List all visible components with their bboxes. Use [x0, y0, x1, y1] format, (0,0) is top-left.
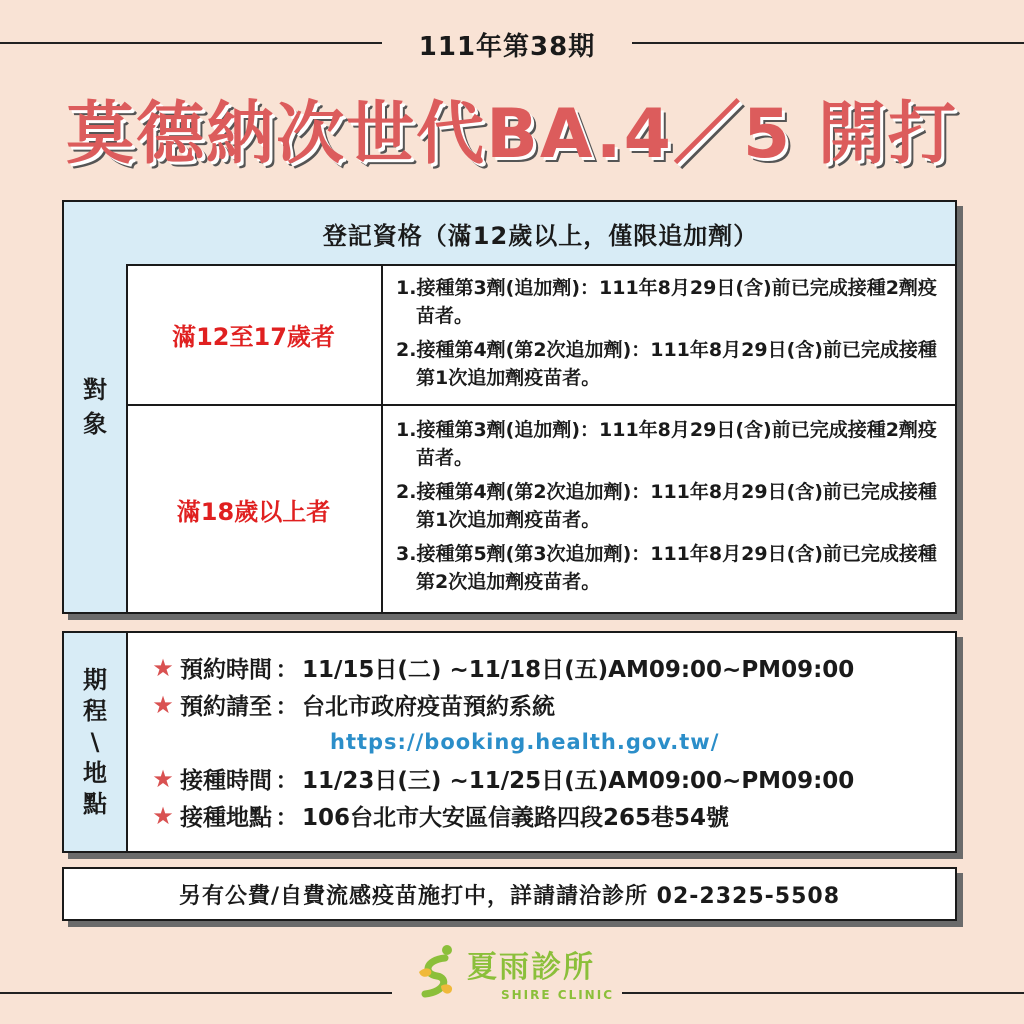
- list-item: 3.接種第5劑(第3次追加劑)：111年8月29日(含)前已完成接種第2次追加劑疫苗者。: [396, 543, 937, 593]
- schedule-label: 預約時間: [180, 657, 272, 683]
- schedule-value: 11/23日(三) ~11/25日(五)AM09:00~PM09:00: [302, 768, 855, 794]
- star-icon: ★: [152, 690, 174, 719]
- schedule-separator: ：: [275, 805, 299, 831]
- schedule-separator: ：: [275, 768, 299, 794]
- logo-name-cn: 夏雨診所: [467, 950, 595, 985]
- star-icon: ★: [152, 801, 174, 830]
- list-item: 2.接種第4劑(第2次追加劑)：111年8月29日(含)前已完成接種第1次追加劑疫苗者。: [396, 481, 937, 531]
- schedule-value: 11/15日(二) ~11/18日(五)AM09:00~PM09:00: [302, 657, 855, 683]
- side-label-char: 對: [83, 376, 107, 404]
- group-items: [396, 274, 941, 398]
- footer-divider-left: [0, 992, 392, 994]
- star-icon: ★: [152, 764, 174, 793]
- eligibility-panel: [62, 200, 957, 614]
- group-items: [396, 416, 941, 602]
- list-item: 1.接種第3劑(追加劑)：111年8月29日(含)前已完成接種2劑疫苗者。: [396, 277, 937, 327]
- leaf-figure-icon: [415, 942, 459, 1002]
- divider-right: [632, 42, 1024, 44]
- group-label: 滿18歲以上者: [126, 406, 383, 612]
- side-label-char: 象: [83, 410, 107, 438]
- schedule-separator: ：: [275, 657, 299, 683]
- divider-left: [0, 42, 382, 44]
- schedule-label: 預約請至: [180, 694, 272, 720]
- note-panel: [62, 867, 957, 921]
- schedule-row: [146, 797, 945, 834]
- schedule-side-label: [64, 633, 128, 851]
- side-label-char: 地: [83, 758, 107, 787]
- group-row-18-plus: [126, 406, 955, 612]
- side-label-char: 期: [83, 665, 107, 694]
- booking-url-row: [146, 723, 945, 760]
- schedule-label: 接種地點: [180, 805, 272, 831]
- schedule-list: [146, 649, 945, 834]
- footer-divider-right: [622, 992, 1024, 994]
- side-label-char: \: [90, 727, 100, 756]
- schedule-panel: [62, 631, 957, 853]
- side-label-char: 程: [83, 696, 107, 725]
- star-icon: ★: [152, 653, 174, 682]
- schedule-row: [146, 686, 945, 723]
- schedule-row: [146, 649, 945, 686]
- schedule-value: 台北市政府疫苗預約系統: [302, 694, 555, 720]
- eligibility-header: 登記資格（滿12歲以上，僅限追加劑）: [126, 202, 955, 266]
- list-item: 2.接種第4劑(第2次追加劑)：111年8月29日(含)前已完成接種第1次追加劑疫苗者。: [396, 339, 937, 389]
- schedule-separator: ：: [275, 694, 299, 720]
- schedule-row: [146, 760, 945, 797]
- list-item: 1.接種第3劑(追加劑)：111年8月29日(含)前已完成接種2劑疫苗者。: [396, 419, 937, 469]
- group-row-12-17: [126, 264, 955, 406]
- side-label-char: 點: [83, 789, 107, 818]
- page-title: 莫德納次世代BA.4／5 開打: [66, 95, 958, 174]
- schedule-label: 接種時間: [180, 768, 272, 794]
- logo-name-en: SHIRE CLINIC: [501, 988, 614, 1002]
- issue-row: [0, 22, 1024, 64]
- booking-url-link[interactable]: https://booking.health.gov.tw/: [330, 729, 720, 754]
- issue-number: 111年第38期: [418, 32, 596, 62]
- group-label: 滿12至17歲者: [126, 264, 383, 404]
- clinic-logo: [415, 938, 615, 1008]
- schedule-value: 106台北市大安區信義路四段265巷54號: [302, 805, 730, 831]
- eligibility-side-label: [64, 202, 128, 612]
- note-text: 另有公費/自費流感疫苗施打中，詳請請洽診所 02-2325-5508: [178, 884, 841, 909]
